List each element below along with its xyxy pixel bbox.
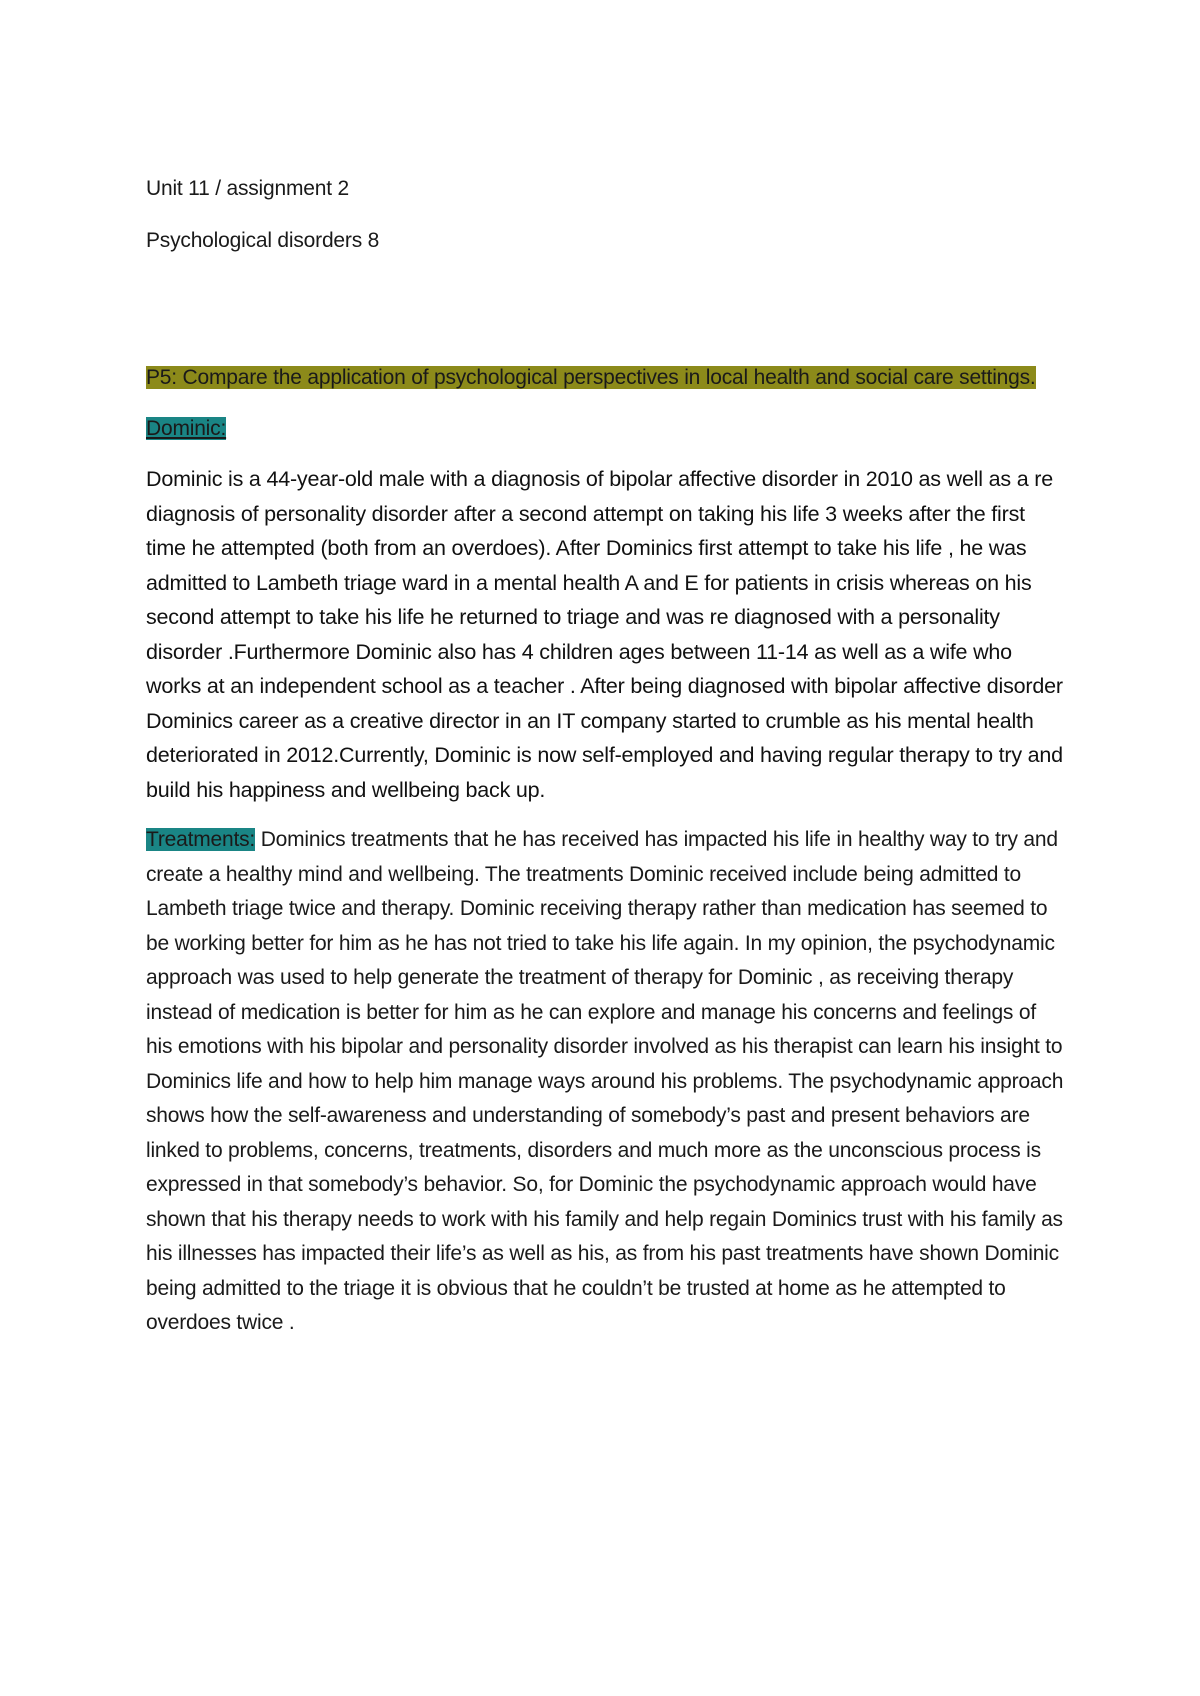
case-label-text: Dominic:	[146, 416, 227, 440]
task-heading-text: P5: Compare the application of psychological perspectives in local health and social care settings.	[146, 366, 1036, 389]
treatments-label: Treatments:	[146, 828, 256, 851]
case-label	[146, 412, 1066, 447]
document-subtitle: Psychological disorders 8	[146, 228, 380, 252]
unit-title: Unit 11 / assignment 2	[146, 177, 349, 200]
treatments-text: Dominics treatments that he has received has impacted his life in healthy way to try and create a healthy mind and wellbeing. The treatments Dominic received include being admitted to Lambeth triage twice and therapy. Dominic receiving therapy rather than medication has seemed to be working better for him as he has not tried to take his life again. In my opinion, the psychodynamic approach was used to help generate the treatment of therapy for Dominic , as receiving therapy instead of medication is better for him as he can explore and manage his concerns and feelings of his emotions with his bipolar and personality disorder involved as his therapist can learn his insight to Dominics life and how to help him manage ways around his problems. The psychodynamic approach shows how the self-awareness and understanding of somebody’s past and present behaviors are linked to problems, concerns, treatments, disorders and much more as the unconscious process is expressed in that somebody’s behavior. So, for Dominic the psychodynamic approach would have shown that his therapy needs to work with his family and help regain Dominics trust with his family as his illnesses has impacted their life’s as well as his, as from his past treatments have shown Dominic being admitted to the triage it is obvious that he couldn’t be trusted at home as he attempted to overdoes twice .	[146, 828, 1064, 1334]
task-heading	[146, 361, 1066, 396]
blank-space	[146, 275, 1066, 361]
document-body	[146, 172, 1066, 1357]
treatments-paragraph	[146, 823, 1066, 1341]
case-paragraph: Dominic is a 44-year-old male with a diagnosis of bipolar affective disorder in 2010 as well as a re diagnosis of personality disorder after a second attempt on taking his life 3 weeks after the first time he attempted (both from an overdoes). After Dominics first attempt to take his life , he was admitted to Lambeth triage ward in a mental health A and E for patients in crisis whereas on his second attempt to take his life he returned to triage and was re diagnosed with a personality disorder .Furthermore Dominic also has 4 children ages between 11-14 as well as a wife who works at an independent school as a teacher . After being diagnosed with bipolar affective disorder Dominics career as a creative director in an IT company started to crumble as his mental health deteriorated in 2012.Currently, Dominic is now self-employed and having regular therapy to try and build his happiness and wellbeing back up.	[146, 467, 1063, 802]
